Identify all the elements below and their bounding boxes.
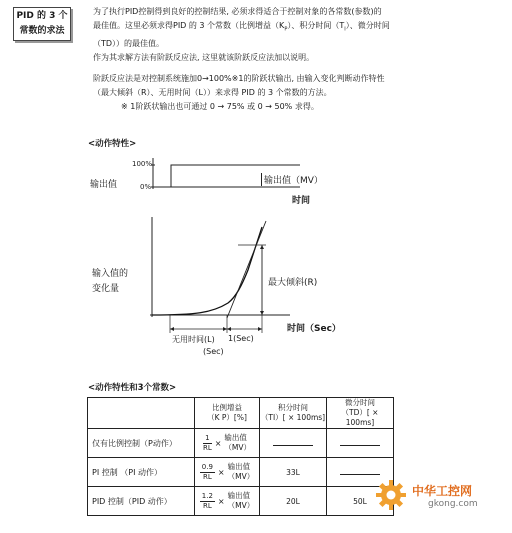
table-row bbox=[88, 487, 394, 516]
not-applicable-line bbox=[340, 474, 380, 475]
section-label-box bbox=[13, 7, 71, 41]
intro-line-2: 最佳值。这里必须求得PID 的 3 个常数（比例增益$(K_P)$、积分时间$(T_I)$、微分时间 bbox=[93, 21, 390, 33]
step-line-2: （最大倾斜（R）、无用时间（L））来求得 PID 的 3 个常数的方法。 bbox=[93, 88, 332, 97]
kp-cell-pi: $\frac{0.9}{RL}$ × 输出值 （MV） bbox=[195, 458, 260, 487]
intro-line-3: （TD））的最佳值。 bbox=[93, 38, 165, 48]
ti-cell-pi: 33L bbox=[260, 458, 327, 487]
header-td: 微分时间 （TD）[ × 100ms] bbox=[327, 398, 394, 429]
gear-logo-icon bbox=[374, 478, 408, 512]
table-row bbox=[88, 458, 394, 487]
dead-time-unit: (Sec) bbox=[203, 347, 224, 356]
step-line-1: 阶跃反应法是对控制系统施加0→100%※1的阶跃状输出, 由输入变化判断动作特性 bbox=[93, 74, 385, 83]
pid-constants-table bbox=[87, 397, 394, 516]
chart-section-title: <动作特性> bbox=[88, 139, 137, 149]
section-label-line1: PID 的 3 个 bbox=[16, 11, 68, 21]
intro-line-1: 为了执行PID控制得到良好的控制结果, 必须求得适合于控制对象的各常数(参数)的 bbox=[93, 7, 382, 16]
top-chart-tick-0: 0% bbox=[140, 183, 152, 191]
row-name-pid: PID 控制（PID 动作） bbox=[88, 487, 195, 516]
watermark-url: gkong.com bbox=[428, 499, 478, 509]
header-kp: 比例增益 （K P）[%] bbox=[195, 398, 260, 429]
unit-time-label: 1(Sec) bbox=[228, 334, 254, 343]
section-label-line2: 常数的求法 bbox=[19, 26, 65, 36]
not-applicable-line bbox=[273, 445, 313, 446]
top-chart-y-label: 输出值 bbox=[90, 180, 118, 190]
bottom-chart-x-label: 时间（Sec） bbox=[287, 324, 341, 334]
not-applicable-line bbox=[340, 445, 380, 446]
table-row bbox=[88, 429, 394, 458]
bottom-chart-y-label-2: 变化量 bbox=[92, 284, 120, 294]
ti-cell-pid: 20L bbox=[260, 487, 327, 516]
top-chart-series-label: 输出值（MV） bbox=[261, 173, 323, 186]
table-section-title: <动作特性和3个常数> bbox=[88, 383, 177, 393]
intro-paragraph bbox=[93, 5, 390, 65]
header-ti: 积分时间 （TI）[ × 100ms] bbox=[260, 398, 327, 429]
step-method-paragraph bbox=[93, 72, 385, 114]
dead-time-label: 无用时间(L) bbox=[172, 335, 215, 344]
kp-cell-p: $\frac{1}{RL}$ × 输出值 （MV） bbox=[195, 429, 260, 458]
row-name-p: 仅有比例控制（P动作） bbox=[88, 429, 195, 458]
top-chart-x-label: 时间 bbox=[292, 196, 311, 206]
watermark-cn: 中华工控网 bbox=[412, 484, 473, 498]
top-chart-tick-100: 100% bbox=[132, 160, 153, 168]
table-header-row bbox=[88, 398, 394, 429]
row-name-pi: PI 控制 （PI 动作） bbox=[88, 458, 195, 487]
max-slope-tangent bbox=[227, 221, 266, 318]
bottom-chart-y-label-1: 输入值的 bbox=[92, 269, 129, 279]
td-cell-pid: 50L bbox=[327, 487, 394, 516]
ti-cell-p bbox=[260, 429, 327, 458]
td-cell-p bbox=[327, 429, 394, 458]
max-slope-label: 最大倾斜(R) bbox=[268, 278, 318, 288]
kp-cell-pid: $\frac{1.2}{RL}$ × 输出值 （MV） bbox=[195, 487, 260, 516]
intro-line-4: 作为其求解方法有阶跃反应法, 这里就该阶跃反应法加以说明。 bbox=[93, 52, 315, 62]
step-note: ※ 1阶跃状输出也可通过 0 → 75% 或 0 → 50% 求得。 bbox=[121, 102, 319, 111]
